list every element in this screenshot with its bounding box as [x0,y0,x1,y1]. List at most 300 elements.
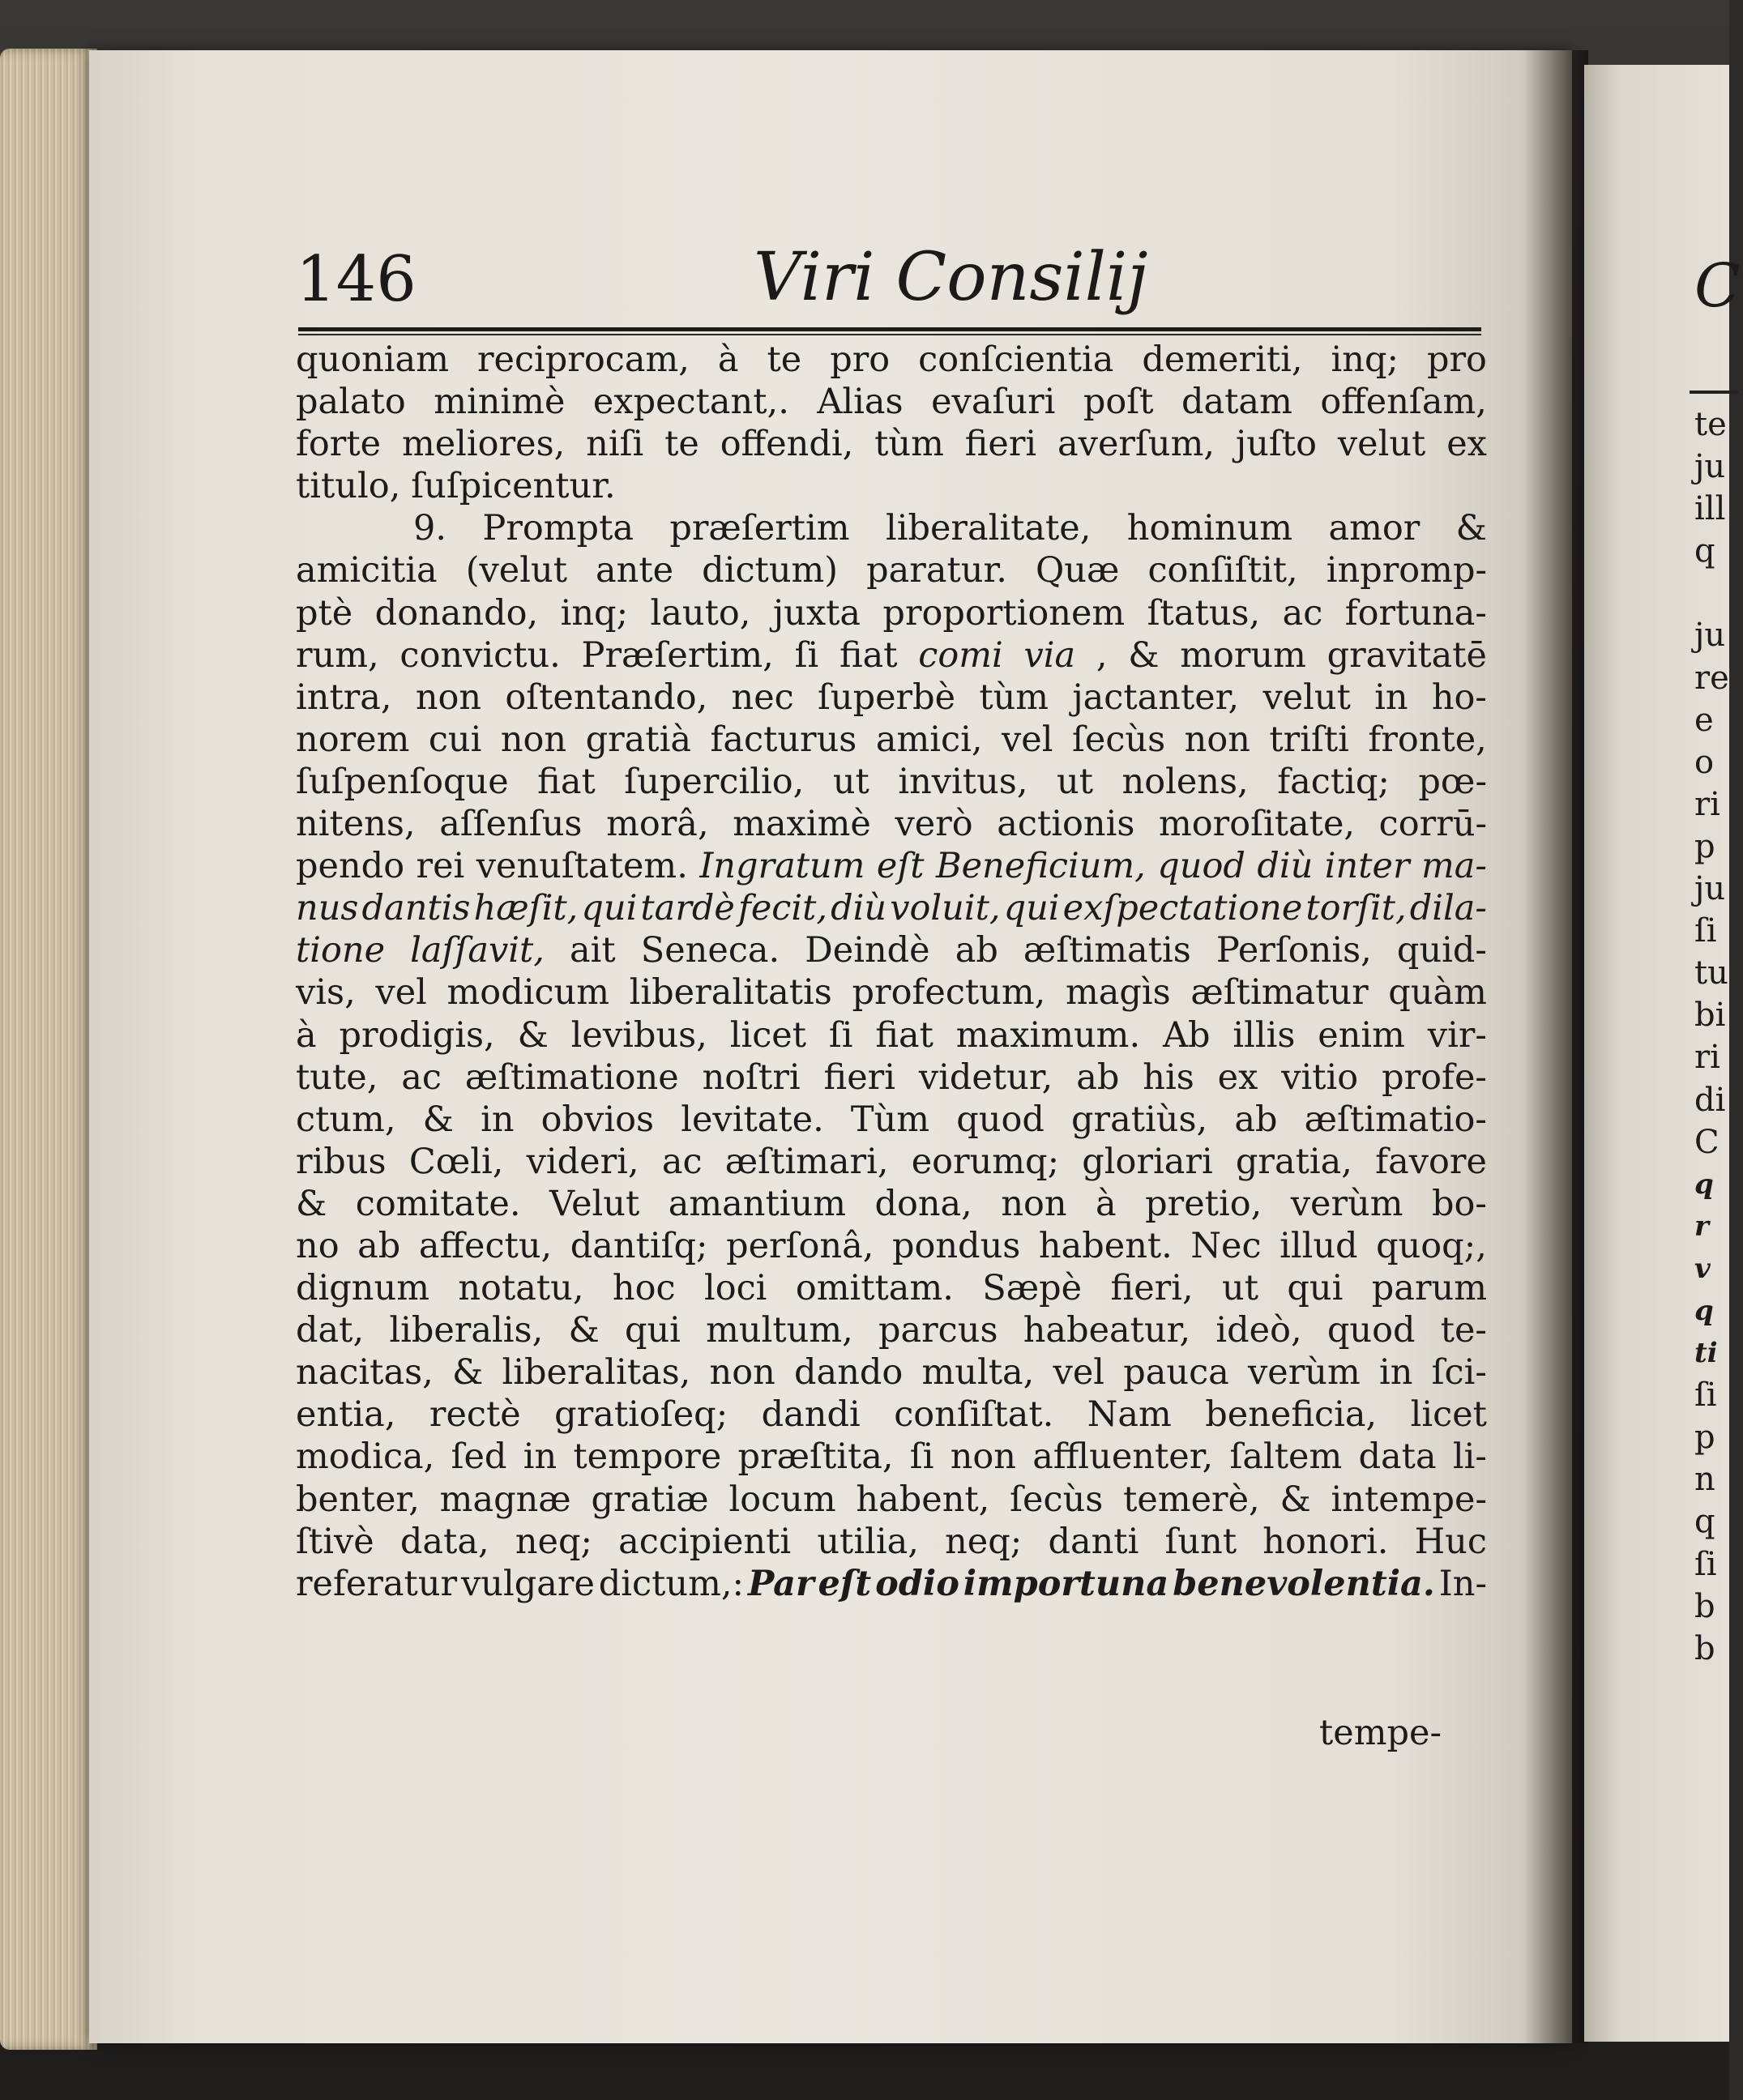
word: ma- [1420,846,1487,887]
word: amor [1328,508,1420,549]
word: Velut [549,1183,640,1224]
word: in [1374,677,1408,718]
word: exſpectatione [1062,888,1303,929]
word: non [709,1352,775,1394]
word: dictum,: [598,1563,745,1604]
text-line [296,719,1487,761]
word: & [452,1352,484,1394]
facing-line: q [1694,1294,1714,1327]
word: rei [416,846,465,887]
facing-header-rule [1690,391,1738,394]
word: fronte, [1368,719,1487,760]
text-line [296,1521,1487,1563]
word: non [415,677,482,718]
word: ſci- [1431,1352,1487,1394]
word: paratur. [866,550,1007,591]
word: illis [1232,1014,1296,1056]
word: referatur [296,1563,458,1604]
word: in [481,1099,515,1140]
text-line [296,592,1487,634]
word: æſtimatur [1190,972,1369,1014]
word: minimè [434,382,566,423]
word: Ingratum [699,846,865,887]
word: actionis [997,804,1135,845]
word: vulgare [460,1563,595,1604]
word: forte [296,424,382,465]
word: Sæpè [982,1268,1083,1309]
word: inter [1324,846,1410,887]
text-line [296,1014,1487,1056]
word: gloriari [1082,1141,1213,1182]
word: hominum [1126,508,1293,549]
word: evaſuri [931,382,1056,423]
running-head: Viri Consilij [754,239,1148,316]
word: aſſenſus [439,804,583,845]
word: te [767,339,802,380]
word: ſuſpenſoque [296,761,509,802]
word: magnæ [439,1479,571,1520]
word: gratià [585,719,691,760]
word: 9. [413,508,447,549]
word: ſtivè [296,1521,374,1562]
word: qui [581,888,638,929]
word: ſunt [1164,1521,1237,1562]
word: gratia, [1235,1141,1352,1182]
word: li- [1452,1436,1487,1478]
word: fiat [537,761,596,802]
word: niſi [586,424,644,465]
word: ſecùs [1071,719,1166,760]
word: videri, [526,1141,639,1182]
word: accipienti [618,1521,792,1562]
word: fortuna- [1344,592,1487,634]
word: ab [1076,1056,1120,1098]
word: ſupercilio, [624,761,805,802]
word: tempore [573,1436,722,1478]
word: noſtri [702,1056,801,1098]
word: donando, [374,592,539,634]
facing-line: bi [1694,997,1726,1035]
word: inpromp- [1326,550,1487,591]
word: pro [1426,339,1487,380]
text-line [296,1267,1487,1309]
word: ſecùs [1010,1479,1104,1520]
word: nec [731,677,794,718]
word: Beneficium, [936,846,1146,887]
word: profectum, [852,972,1046,1014]
word: morum [1180,634,1306,676]
word: enim [1318,1014,1405,1056]
text-line [296,761,1487,803]
word: juxta [772,592,861,634]
word: ac [401,1056,442,1098]
word: (velut [465,550,567,591]
word: pondus [891,1225,1021,1266]
word: præſtita, [737,1436,894,1478]
facing-line: ſi [1694,1377,1717,1415]
word: ho- [1431,677,1487,718]
word: conſcientia [918,339,1114,380]
facing-line: q [1694,1503,1715,1541]
word: in [523,1436,558,1478]
word: corrū- [1378,804,1487,845]
word: dandi [761,1394,861,1436]
word: Nec [1190,1225,1262,1266]
word: dictum) [702,550,839,591]
word: dantis [361,888,471,929]
word: hæſit, [473,888,579,929]
header-rule [298,327,1481,331]
facing-line: ju [1694,870,1726,908]
page-number: 146 [296,243,417,316]
word: inq; [560,592,629,634]
facing-line: re [1694,659,1729,697]
word: quod [1157,846,1245,887]
facing-line: tu [1694,954,1728,992]
gutter-shadow [1523,50,1588,2043]
word: maximè [733,804,871,845]
word: palato [296,382,406,423]
facing-line [1694,572,1743,614]
word: titulo, [296,466,401,507]
word: ac [661,1141,703,1182]
word: parum [1371,1268,1487,1309]
facing-line: n [1694,1461,1715,1499]
word: Alias [817,382,904,423]
text-line [296,1225,1487,1267]
word: neq; [515,1521,592,1562]
facing-running-head: C [1694,251,1741,321]
word: ut [1057,761,1093,802]
word: Præſertim, [581,634,774,676]
word: Tùm [850,1099,930,1140]
word: amicitia [296,550,438,591]
word: data [1358,1436,1437,1478]
facing-line: b [1694,1629,1715,1667]
facing-line: ill [1694,490,1726,528]
word: loci [703,1268,767,1309]
word: convictu. [399,634,561,676]
word: data, [399,1521,489,1562]
word: liberalis, [389,1310,544,1351]
word: ſuperbè [817,677,956,718]
word: his [1143,1056,1194,1098]
word: præſertim [669,508,850,549]
word: quid- [1396,930,1487,971]
word: datam [1181,382,1292,423]
word: nolens, [1121,761,1249,802]
word: quoq;, [1376,1225,1487,1266]
word: torſit, [1305,888,1407,929]
word: ait [570,930,616,971]
word: gratioſeq; [554,1394,728,1436]
word: Deindè [805,930,930,971]
facing-line: ju [1694,617,1726,655]
word: benter, [296,1479,420,1520]
facing-page [1584,65,1741,2042]
word: gravitatē [1326,634,1487,676]
word: habent. [1038,1225,1173,1266]
word: offenſam, [1320,382,1487,423]
word: affluenter, [1032,1436,1214,1478]
facing-text-fragments [1694,403,1743,1670]
word: odio [875,1563,959,1604]
word: illud [1279,1225,1358,1266]
word: modica, [296,1436,435,1478]
word: , [1096,634,1108,676]
word: ſed [451,1436,507,1478]
word: tione [296,930,386,971]
word: rectè [429,1394,521,1436]
word: ribus [296,1141,387,1182]
word: proportionem [882,592,1126,634]
word: reciprocam, [476,339,690,380]
text-line [296,339,1487,381]
word: dat, [296,1310,365,1351]
facing-line: C [1694,1123,1720,1161]
word: moroſitate, [1158,804,1356,845]
word: vel [1053,1352,1105,1394]
facing-line: ju [1694,448,1726,486]
word: & [1128,634,1160,676]
text-line [296,1099,1487,1141]
word: affectu, [418,1225,553,1266]
facing-line: o [1694,743,1715,781]
word: morâ, [606,804,709,845]
word: voluit, [890,888,1001,929]
word: à [717,339,739,380]
word: qui [1003,888,1060,929]
word: cui [428,719,482,760]
word: dila- [1409,888,1487,929]
word: levitate. [681,1099,824,1140]
word: amantium [668,1183,846,1224]
word: juſto [1235,424,1317,465]
facing-line: p [1694,827,1715,865]
word: comi [918,634,1003,676]
word: fiat [839,634,898,676]
word: pro [830,339,891,380]
word: æſtimatis [1023,930,1191,971]
text-line [296,845,1487,887]
text-line [296,465,1487,507]
text-line [296,1056,1487,1099]
word: pendo [296,846,405,887]
text-line [296,803,1487,845]
word: benevolentia. [1173,1563,1435,1604]
word: meliores, [401,424,566,465]
word: quoniam [296,339,449,380]
word: ctum, [296,1099,396,1140]
word: averſum, [1057,424,1215,465]
word: rum, [296,634,379,676]
word: eſt [818,1563,872,1604]
word: hoc [612,1268,676,1309]
word: ab [1234,1099,1278,1140]
text-line [296,929,1487,971]
word: pœ- [1418,761,1487,802]
word: tùm [874,424,944,465]
body-text [296,339,1487,1605]
word: multum, [706,1310,853,1351]
word: ut [832,761,869,802]
word: nacitas, [296,1352,434,1394]
word: videtur, [918,1056,1053,1098]
word: ab [955,930,998,971]
word: æſtimatione [464,1056,679,1098]
word: entia, [296,1394,396,1436]
word: tardè [640,888,735,929]
word: fieri [964,424,1037,465]
facing-line: di [1694,1081,1726,1119]
word: quod [956,1099,1045,1140]
word: liberalitas, [502,1352,691,1394]
facing-line: q [1694,1167,1714,1201]
word: ut [1222,1268,1259,1309]
text-line [296,1479,1487,1521]
word: facturus [710,719,857,760]
word: oſtentando, [505,677,708,718]
word: & [1279,1479,1311,1520]
word: In- [1438,1563,1487,1604]
word: intra, [296,677,392,718]
word: Ab [1162,1014,1211,1056]
text-line [296,634,1487,677]
word: ex [1217,1056,1258,1098]
page-edges [0,49,97,2050]
word: danti [1048,1521,1139,1562]
word: quàm [1388,972,1487,1014]
word: à [296,1014,317,1056]
word: inq; [1331,339,1399,380]
facing-line: te [1694,406,1727,443]
text-line [296,1394,1487,1436]
word: Quæ [1036,550,1120,591]
word: utilia, [817,1521,919,1562]
word: lauto, [650,592,751,634]
word: in [1378,1352,1413,1394]
word: ab [357,1225,401,1266]
text-line [296,549,1487,591]
word: ſtatus, [1147,592,1261,634]
word: tùm [979,677,1049,718]
word: æſtimari, [724,1141,889,1182]
word: importuna [963,1563,1169,1604]
word: liberalitate, [885,508,1092,549]
word: habeatur, [1023,1310,1191,1351]
facing-line: b [1694,1587,1715,1625]
text-line [296,1563,1487,1605]
word: à [1096,1183,1117,1224]
word: gratiùs, [1071,1099,1208,1140]
word: ideò, [1215,1310,1302,1351]
word: Par [747,1563,814,1604]
word: prodigis, [339,1014,495,1056]
text-line [296,1309,1487,1351]
word: non [500,719,567,760]
word: quod [1326,1310,1416,1351]
text-line [296,1436,1487,1478]
text-line [296,1141,1487,1183]
word: ex [1446,424,1487,465]
word: vir- [1427,1014,1487,1056]
facing-line: ri [1694,785,1720,823]
word: dona, [874,1183,972,1224]
word: vitio [1281,1056,1359,1098]
word: diù [831,888,887,929]
word: ptè [296,592,353,634]
word: te [664,424,699,465]
word: non [950,1436,1016,1478]
word: amici, [875,719,983,760]
word: norem [296,719,410,760]
word: Huc [1414,1521,1487,1562]
word: & [517,1014,549,1056]
word: dignum [296,1268,429,1309]
word: fecit, [737,888,828,929]
word: temerè, [1123,1479,1260,1520]
word: intempe- [1331,1479,1487,1520]
word: te- [1440,1310,1487,1351]
word: levibus, [570,1014,707,1056]
text-line [296,971,1487,1014]
facing-line: ti [1694,1337,1718,1370]
word: & [422,1099,454,1140]
word: poſt [1083,382,1154,423]
word: vis, [296,972,356,1014]
word: eſt [876,846,925,887]
word: & [1455,508,1487,549]
word: verò [895,804,973,845]
word: diù [1257,846,1314,887]
word: profe- [1382,1056,1487,1098]
word: notatu, [458,1268,584,1309]
text-line [296,677,1487,719]
word: vel [375,972,427,1014]
word: tute, [296,1056,378,1098]
word: multa, [921,1352,1035,1394]
word: ante [596,550,674,591]
word: licet [729,1014,807,1056]
word: ſi [794,634,819,676]
word: magìs [1065,972,1171,1014]
word: æſtimatio- [1304,1099,1487,1140]
word: ſaltem [1229,1436,1343,1478]
word: locum [728,1479,836,1520]
word: ſi [909,1436,934,1478]
word: obvios [540,1099,655,1140]
word: eorumq; [911,1141,1060,1182]
word: non [1001,1183,1067,1224]
word: beneficia, [1205,1394,1378,1436]
word: via [1023,634,1076,676]
text-line [296,381,1487,423]
word: ſuſpicentur. [411,466,616,507]
word: vel [1001,719,1053,760]
word: nus [296,888,359,929]
word: modicum [446,972,610,1014]
word: venuſtatem. [476,846,688,887]
word: fieri, [1110,1268,1194,1309]
word: gratiæ [591,1479,709,1520]
text-line [296,507,1487,549]
catchword: tempe- [1319,1713,1442,1753]
word: Cœli, [408,1141,504,1182]
facing-line: ſi [1694,912,1717,950]
word: velut [1262,677,1351,718]
word: Nam [1087,1394,1172,1436]
word: bo- [1431,1183,1487,1224]
